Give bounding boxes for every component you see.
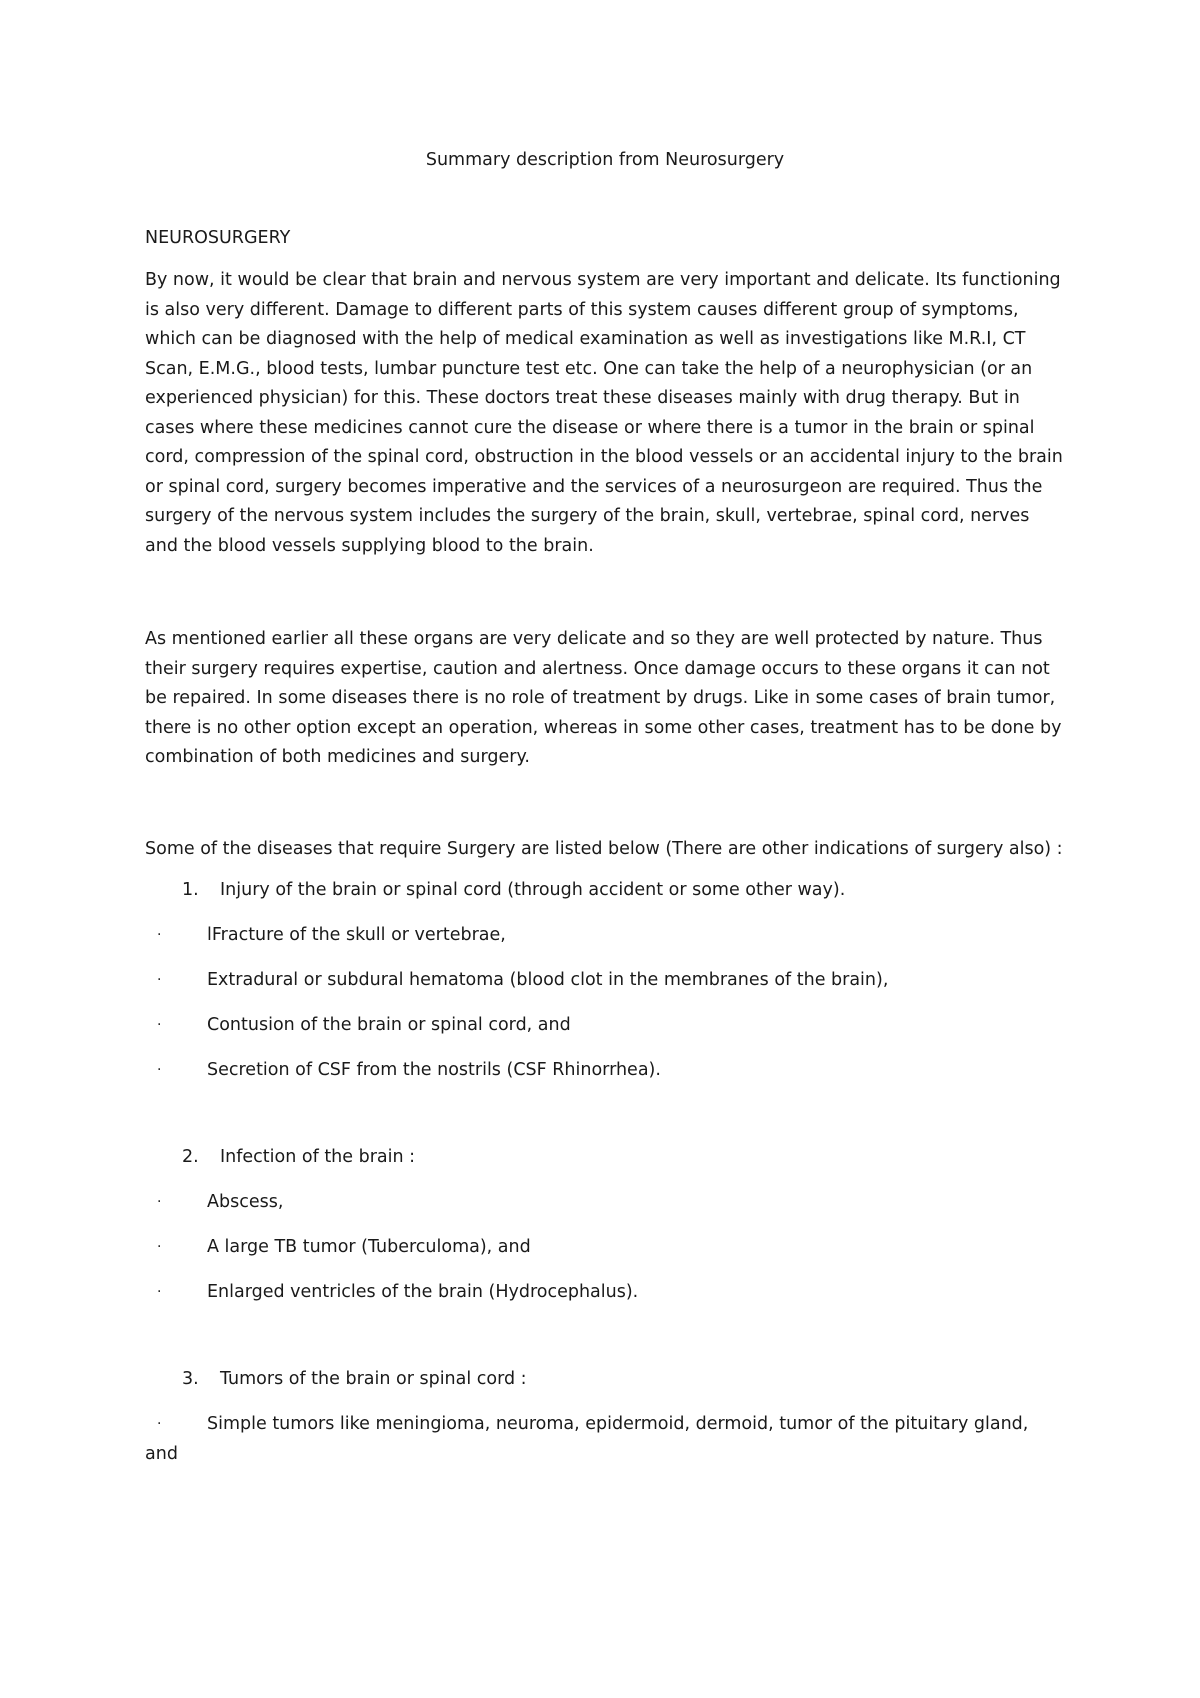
- document-title: Summary description from Neurosurgery: [425, 150, 785, 170]
- numbered-item-3: [145, 1367, 1065, 1391]
- bullet-item: [145, 1235, 1065, 1259]
- bullet-text: Extradural or subdural hematoma (blood clot in the membranes of the brain),: [207, 970, 889, 990]
- intro-paragraph: By now, it would be clear that brain and nervous system are very important and delicate. Its functioning is also very different. Damage to different parts of this system causes different group of symptoms, which can be diagnosed with the help of medical examination as well as investigations like M.R.I, CT Scan, E.M.G., blood tests, lumbar puncture test etc. One can take the help of a neurophysician (or an experienced physician) for this. These doctors treat these diseases mainly with drug therapy. But in cases where these medicines cannot cure the disease or where there is a tumor in the brain or spinal cord, compression of the spinal cord, obstruction in the blood vessels or an accidental injury to the brain or spinal cord, surgery becomes imperative and the services of a neurosurgeon are required. Thus the surgery of the nervous system includes the surgery of the brain, skull, vertebrae, spinal cord, nerves and the blood vessels supplying blood to the brain.: [145, 270, 1063, 556]
- bullet-item: [145, 1058, 1065, 1082]
- bullet-item: [145, 1190, 1065, 1214]
- numbered-item-1: [145, 878, 1065, 902]
- bullet-item: [145, 968, 1065, 992]
- item-number: 1.: [182, 880, 199, 900]
- bullet-item: [145, 1280, 1065, 1304]
- section-heading: NEUROSURGERY: [145, 228, 291, 248]
- bullet-item: [145, 1412, 1065, 1436]
- bullet-dot-icon: ·: [157, 1284, 162, 1300]
- bullet-text: Abscess,: [207, 1192, 284, 1212]
- bullet-dot-icon: ·: [157, 1062, 162, 1078]
- item-text: Tumors of the brain or spinal cord :: [220, 1369, 527, 1389]
- bullet-dot-icon: ·: [157, 1416, 162, 1432]
- numbered-item-2: [145, 1145, 1065, 1169]
- bullet-item: [145, 1013, 1065, 1037]
- item-text: Injury of the brain or spinal cord (through accident or some other way).: [220, 880, 846, 900]
- bullet-text: Simple tumors like meningioma, neuroma, epidermoid, dermoid, tumor of the pituitary gland,: [207, 1414, 1029, 1434]
- item-number: 3.: [182, 1369, 199, 1389]
- bullet-dot-icon: ·: [157, 1194, 162, 1210]
- item-number: 2.: [182, 1147, 199, 1167]
- bullet-dot-icon: ·: [157, 972, 162, 988]
- bullet-text: A large TB tumor (Tuberculoma), and: [207, 1237, 531, 1257]
- list-intro-paragraph: Some of the diseases that require Surgery are listed below (There are other indications of surgery also) :: [145, 838, 1063, 859]
- bullet-text: Secretion of CSF from the nostrils (CSF Rhinorrhea).: [207, 1060, 661, 1080]
- bullet-dot-icon: ·: [157, 927, 162, 943]
- bullet-dot-icon: ·: [157, 1239, 162, 1255]
- bullet-text: Enlarged ventricles of the brain (Hydrocephalus).: [207, 1282, 639, 1302]
- bullet-text: Contusion of the brain or spinal cord, and: [207, 1015, 571, 1035]
- continuation-text: and: [145, 1444, 178, 1464]
- item-text: Infection of the brain :: [220, 1147, 416, 1167]
- bullet-item: [145, 923, 1065, 947]
- document-body: [145, 148, 1065, 1466]
- bullet-text: lFracture of the skull or vertebrae,: [207, 925, 506, 945]
- delicacy-paragraph: As mentioned earlier all these organs are very delicate and so they are well protected by nature. Thus their surgery requires expertise, caution and alertness. Once damage occurs to these organs it can not be repaired. In some diseases there is no role of treatment by drugs. Like in some cases of brain tumor, there is no other option except an operation, whereas in some other cases, treatment has to be done by combination of both medicines and surgery.: [145, 629, 1062, 767]
- bullet-dot-icon: ·: [157, 1017, 162, 1033]
